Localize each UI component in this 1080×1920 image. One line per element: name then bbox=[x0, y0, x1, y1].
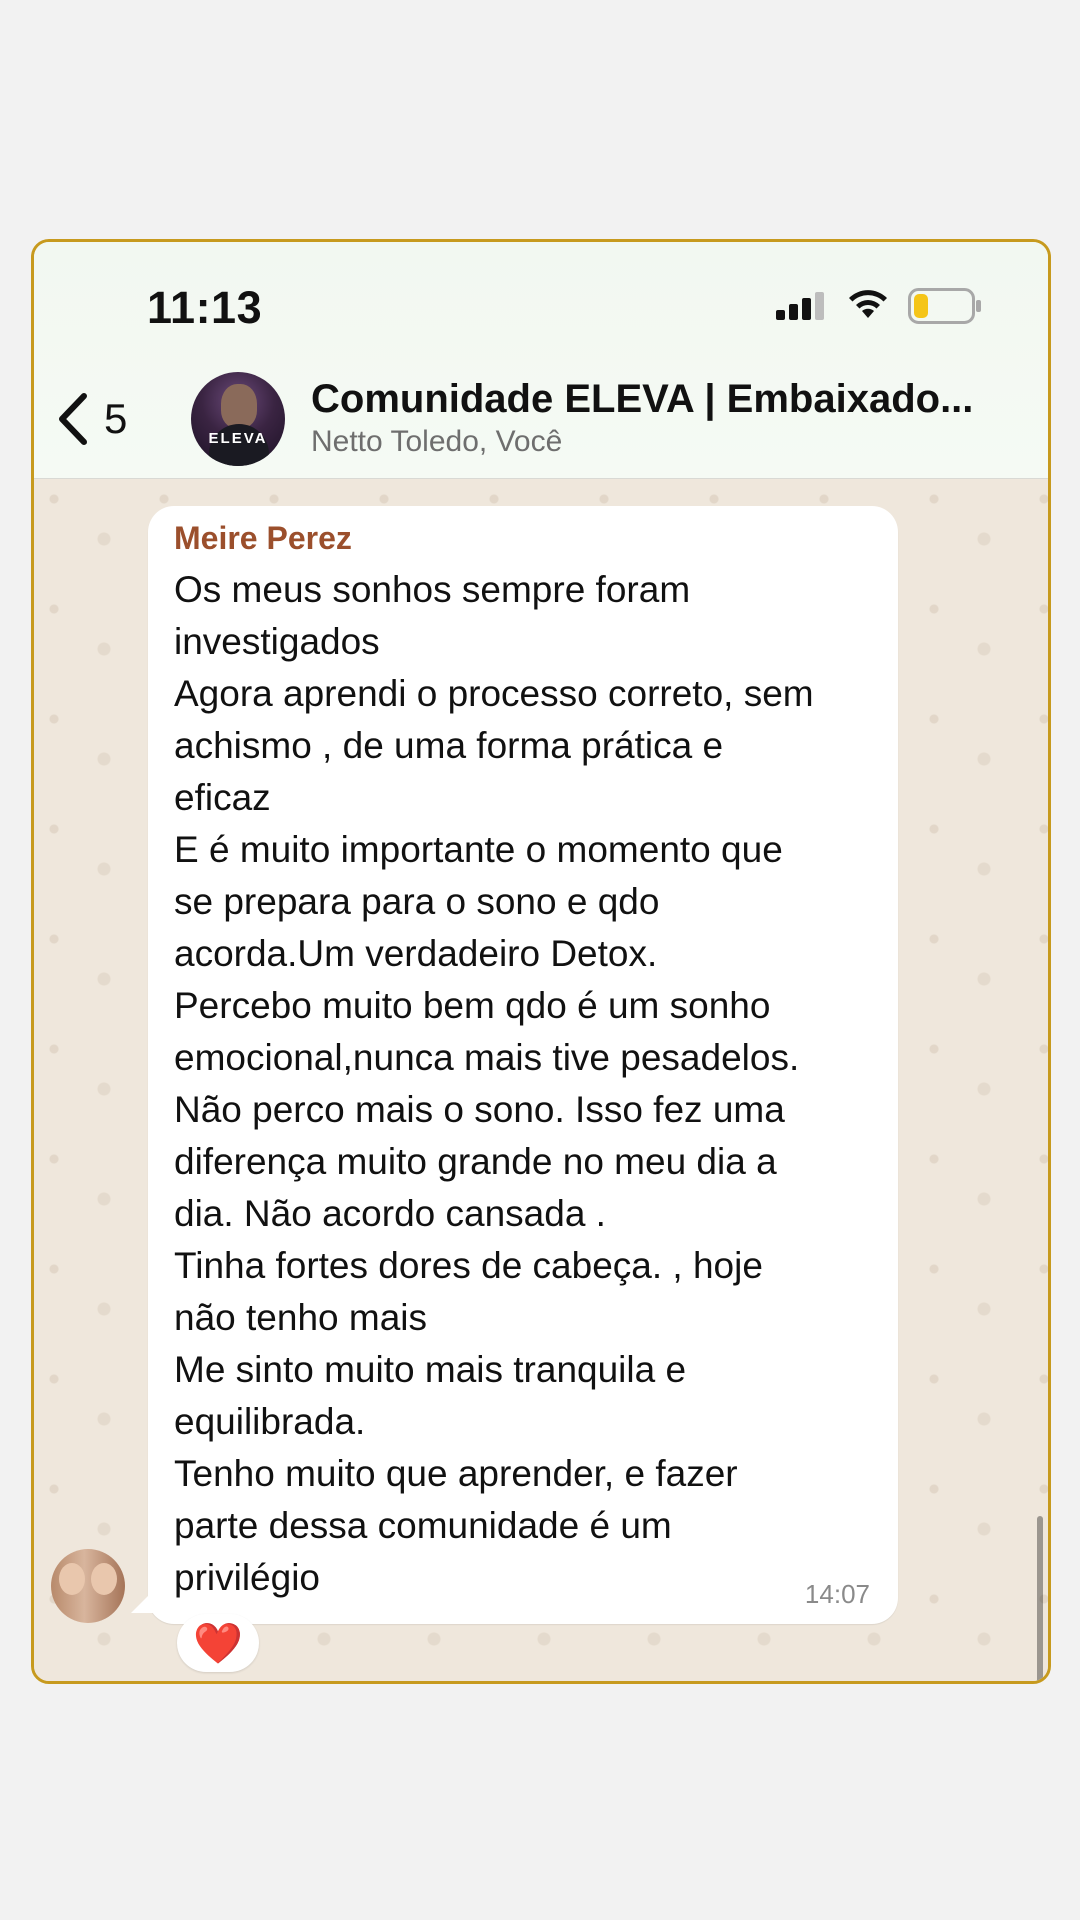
avatar-logo-text: ELEVA bbox=[208, 430, 268, 447]
heart-reaction[interactable]: ❤️ bbox=[177, 1614, 259, 1672]
chat-scrollbar[interactable] bbox=[1037, 1516, 1043, 1684]
sender-name[interactable]: Meire Perez bbox=[174, 520, 352, 556]
message-timestamp: 14:07 bbox=[804, 1579, 870, 1609]
chat-header bbox=[34, 242, 1048, 479]
message-line: Os meus sonhos sempre foram bbox=[174, 569, 691, 610]
battery-low-icon bbox=[908, 288, 982, 324]
bubble-tail bbox=[131, 1591, 153, 1613]
message-line: E é muito importante o momento que bbox=[174, 829, 783, 870]
message-line: privilégio bbox=[174, 1557, 321, 1598]
chevron-left-icon bbox=[54, 392, 90, 446]
unread-count: 5 bbox=[104, 395, 128, 442]
message-line: Agora aprendi o processo correto, sem bbox=[174, 673, 814, 714]
message-line: Percebo muito bem qdo é um sonho bbox=[174, 985, 771, 1026]
avatar-face-left bbox=[59, 1563, 85, 1595]
back-button[interactable] bbox=[54, 392, 127, 446]
message-line: dia. Não acordo cansada . bbox=[174, 1193, 606, 1234]
message-line: achismo , de uma forma prática e bbox=[174, 725, 724, 766]
chat-area bbox=[34, 479, 1048, 1681]
message-line: Tinha fortes dores de cabeça. , hoje bbox=[174, 1245, 763, 1286]
message-line: investigados bbox=[174, 621, 380, 662]
group-avatar[interactable] bbox=[191, 372, 285, 466]
message-line: acorda.Um verdadeiro Detox. bbox=[174, 933, 658, 974]
phone-frame bbox=[31, 239, 1051, 1684]
wifi-icon bbox=[847, 288, 889, 320]
cellular-signal-icon bbox=[776, 292, 828, 320]
message-line: não tenho mais bbox=[174, 1297, 428, 1338]
message-line: equilibrada. bbox=[174, 1401, 366, 1442]
message-line: diferença muito grande no meu dia a bbox=[174, 1141, 777, 1182]
message-line: eficaz bbox=[174, 777, 271, 818]
avatar-face-right bbox=[91, 1563, 117, 1595]
message-bubble[interactable] bbox=[148, 506, 898, 1624]
avatar-person-head bbox=[221, 384, 257, 428]
sender-avatar[interactable] bbox=[51, 1549, 125, 1623]
message-line: parte dessa comunidade é um bbox=[174, 1505, 672, 1546]
message-line: Não perco mais o sono. Isso fez uma bbox=[174, 1089, 785, 1130]
message-line: Tenho muito que aprender, e fazer bbox=[174, 1453, 738, 1494]
message-line: emocional,nunca mais tive pesadelos. bbox=[174, 1037, 800, 1078]
message-line: Me sinto muito mais tranquila e bbox=[174, 1349, 687, 1390]
status-time: 11:13 bbox=[147, 282, 263, 333]
message-text bbox=[174, 564, 874, 1604]
group-members[interactable]: Netto Toledo, Você bbox=[311, 425, 563, 458]
group-title[interactable]: Comunidade ELEVA | Embaixado... bbox=[311, 377, 974, 421]
message-line: se prepara para o sono e qdo bbox=[174, 881, 660, 922]
